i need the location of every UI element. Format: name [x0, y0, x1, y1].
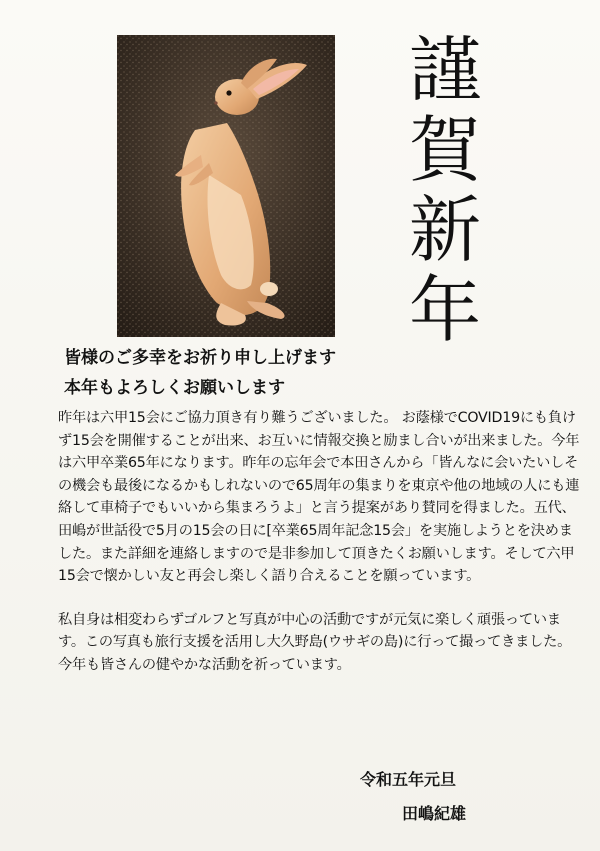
message-paragraph-1: 昨年は六甲15会にご協力頂き有り難うございました。 お蔭様でCOVID19にも負けず15会を開催することが出来、お互いに情報交換と励まし合いが出来ました。今年は六甲卒業65年になります。昨年の忘年会で本田さんから「皆んなに会いたいしその機会も最後になるかもしれないので65周年の集まりを東京や他の地域の人にも連絡して車椅子でもいいから集まろうよ」と言う提案があり賛同を得ました。五代、田嶋が世話役で5月の15会の日に[卒業65周年記念15会」を実施しようとを決めました。また詳細を連絡しますので是非参加して頂きたくお願いします。そして六甲15会で懐かしい友と再会し楽しく語り合えることを願っています。: [58, 410, 580, 585]
greeting-line-2: 本年もよろしくお願いします: [64, 378, 285, 398]
title-char-4: 年: [408, 268, 481, 352]
closing: [360, 763, 560, 831]
title-char-2: 賀: [408, 108, 481, 192]
message-paragraph-3: 今年も皆さんの健やかな活動を祈っています。: [58, 656, 351, 673]
rabbit-photo: [117, 35, 335, 337]
rabbit-illustration: [117, 35, 335, 337]
message-paragraph-2: 私自身は相変わらずゴルフと写真が中心の活動ですが元気に楽しく頑張っています。この写真も旅行支援を活用し大久野島(ウサギの島)に行って撮ってきました。: [58, 611, 572, 651]
greeting: [64, 343, 584, 403]
closing-date: 令和五年元旦: [360, 770, 457, 789]
title-char-1: 謹: [408, 28, 481, 112]
greeting-line-1: 皆様のご多幸をお祈り申し上げます: [64, 348, 336, 368]
message-body: [58, 407, 584, 698]
sender-name: 田嶋紀雄: [402, 804, 467, 823]
title-char-3: 新: [408, 188, 481, 272]
new-year-title: [400, 30, 490, 350]
